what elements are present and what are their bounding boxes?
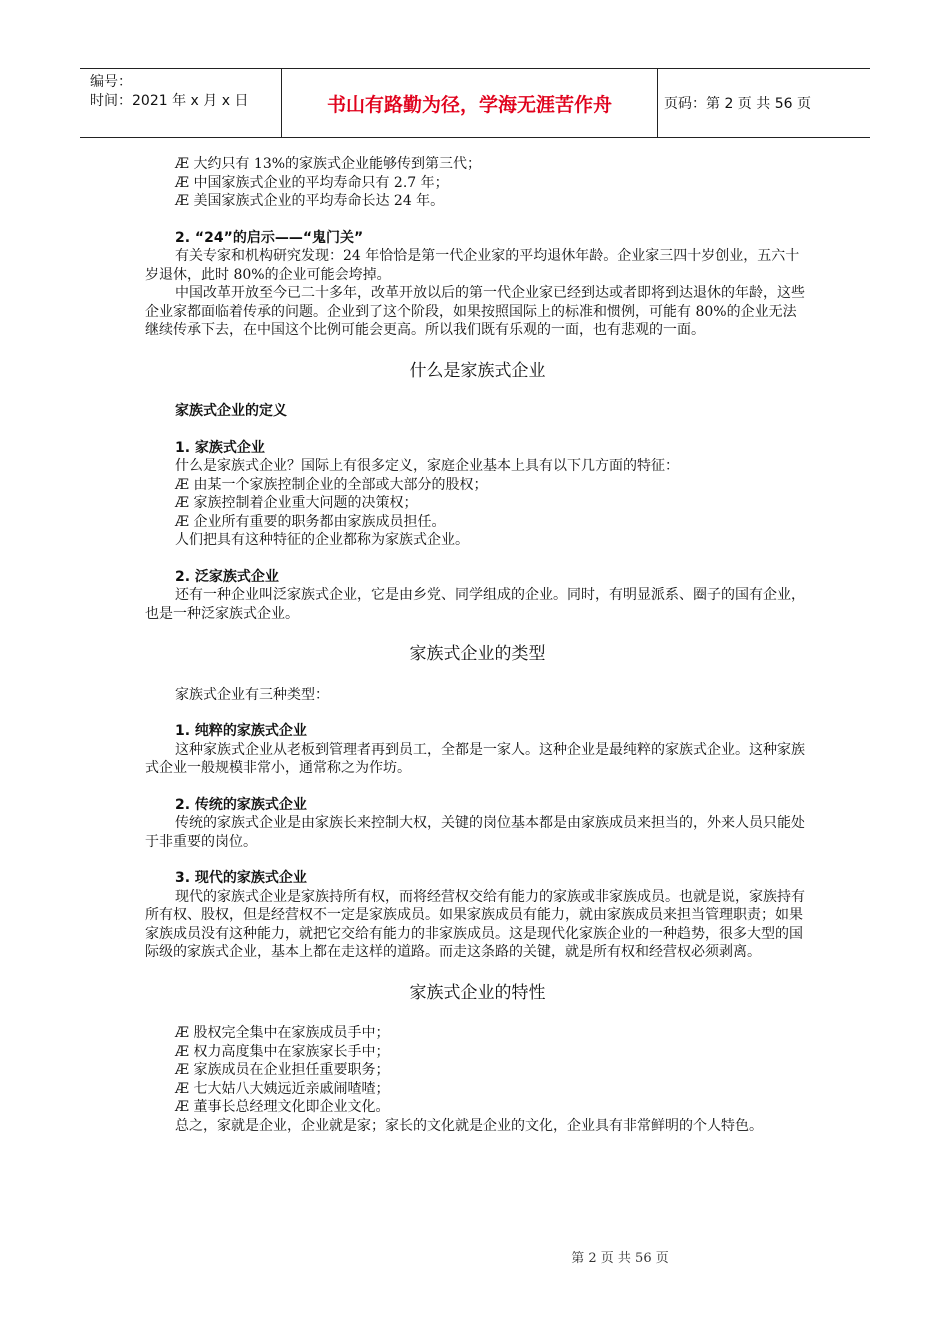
- chapter-title: 家族式企业的类型: [409, 644, 546, 664]
- header-left-cell: [80, 69, 282, 137]
- bullet-item: Æ 中国家族式企业的平均寿命只有 2.7 年；: [175, 174, 449, 191]
- paragraph: 还有一种企业叫泛家族式企业，它是由乡党、同学组成的企业。同时，有明显派系、圈子的国有企业，也是一种泛家族式企业。: [145, 587, 805, 622]
- bullet-item: Æ 权力高度集中在家族家长手中；: [175, 1043, 390, 1060]
- paragraph: 人们把具有这种特征的企业都称为家族式企业。: [175, 532, 469, 548]
- section-heading: 1. 家族式企业: [175, 439, 265, 456]
- section-heading: 2. “24”的启示——“鬼门关”: [175, 229, 364, 246]
- bullet-item: Æ 七大姑八大姨远近亲戚闹喳喳；: [175, 1080, 390, 1097]
- bullet-item: Æ 大约只有 13%的家族式企业能够传到第三代；: [175, 156, 482, 172]
- bullet-item: Æ 家族成员在企业担任重要职务；: [175, 1062, 390, 1078]
- paragraph: 传统的家族式企业是由家族长来控制大权，关键的岗位基本都是由家族成员来担当的，外来人员只能处于非重要的岗位。: [145, 815, 805, 850]
- bullet-item: Æ 企业所有重要的职务都由家族成员担任。: [175, 513, 446, 530]
- bullet-item: Æ 股权完全集中在家族成员手中；: [175, 1025, 390, 1041]
- chapter-title: 家族式企业的特性: [409, 982, 546, 1003]
- section-heading: 家族式企业的定义: [175, 403, 287, 419]
- bullet-item: Æ 董事长总经理文化即企业文化。: [175, 1099, 390, 1115]
- section-heading: 2. 传统的家族式企业: [175, 796, 307, 813]
- section-heading: 1. 纯粹的家族式企业: [175, 723, 307, 739]
- paragraph: 总之，家就是企业，企业就是家；家长的文化就是企业的文化，企业具有非常鲜明的个人特色。: [175, 1117, 763, 1134]
- document-body: [145, 155, 810, 1135]
- chapter-title: 什么是家族式企业: [409, 360, 546, 381]
- bullet-item: Æ 美国家族式企业的平均寿命长达 24 年。: [175, 193, 445, 209]
- paragraph: 现代的家族式企业是家族持所有权，而将经营权交给有能力的家族或非家族成员。也就是说，家族持有所有权、股权，但是经营权不一定是家族成员。如果家族成员有能力，就由家族成员来担当管理职责；如果家族成员没有这种能力，就把它交给有能力的非家族成员。这是现代化家族企业的一种趋势，很多大型的国际级的家族式企业，基本上都在走这样的道路。而走这条路的关键，就是所有权和经营权必须剥离。: [145, 888, 805, 960]
- bullet-item: Æ 家族控制着企业重大问题的决策权；: [175, 495, 418, 511]
- paragraph: 中国改革开放至今已二十多年，改革开放以后的第一代企业家已经到达或者即将到达退休的年龄，这些企业家都面临着传承的问题。企业到了这个阶段，如果按照国际上的标准和惯例，可能有 80%的企业无法继续传承下去，在中国这个比例可能会更高。所以我们既有乐观的一面，也有悲观的一面。: [145, 285, 805, 338]
- header-motto: 书山有路勤为径，学海无涯苦作舟: [282, 69, 658, 137]
- header-page-label: 页码：第 2 页 共 56 页: [664, 96, 811, 112]
- bullet-item: Æ 由某一个家族控制企业的全部或大部分的股权；: [175, 476, 488, 493]
- date-label: 时间：2021 年 x 月 x 日: [90, 93, 249, 109]
- section-heading: 2. 泛家族式企业: [175, 568, 279, 585]
- page-footer: 第 2 页 共 56 页: [571, 1251, 669, 1266]
- paragraph: 这种家族式企业从老板到管理者再到员工，全都是一家人。这种企业是最纯粹的家族式企业。这种家族式企业一般规模非常小，通常称之为作坊。: [145, 741, 805, 776]
- document-number-label: 编号：: [90, 74, 132, 90]
- paragraph: 什么是家族式企业？国际上有很多定义，家庭企业基本上具有以下几方面的特征：: [175, 458, 679, 474]
- page-header: [80, 68, 870, 138]
- section-heading: 3. 现代的家族式企业: [175, 870, 307, 886]
- paragraph: 有关专家和机构研究发现：24 年恰恰是第一代企业家的平均退休年龄。企业家三四十岁创业，五六十岁退休，此时 80%的企业可能会垮掉。: [145, 248, 800, 283]
- paragraph: 家族式企业有三种类型：: [175, 686, 329, 703]
